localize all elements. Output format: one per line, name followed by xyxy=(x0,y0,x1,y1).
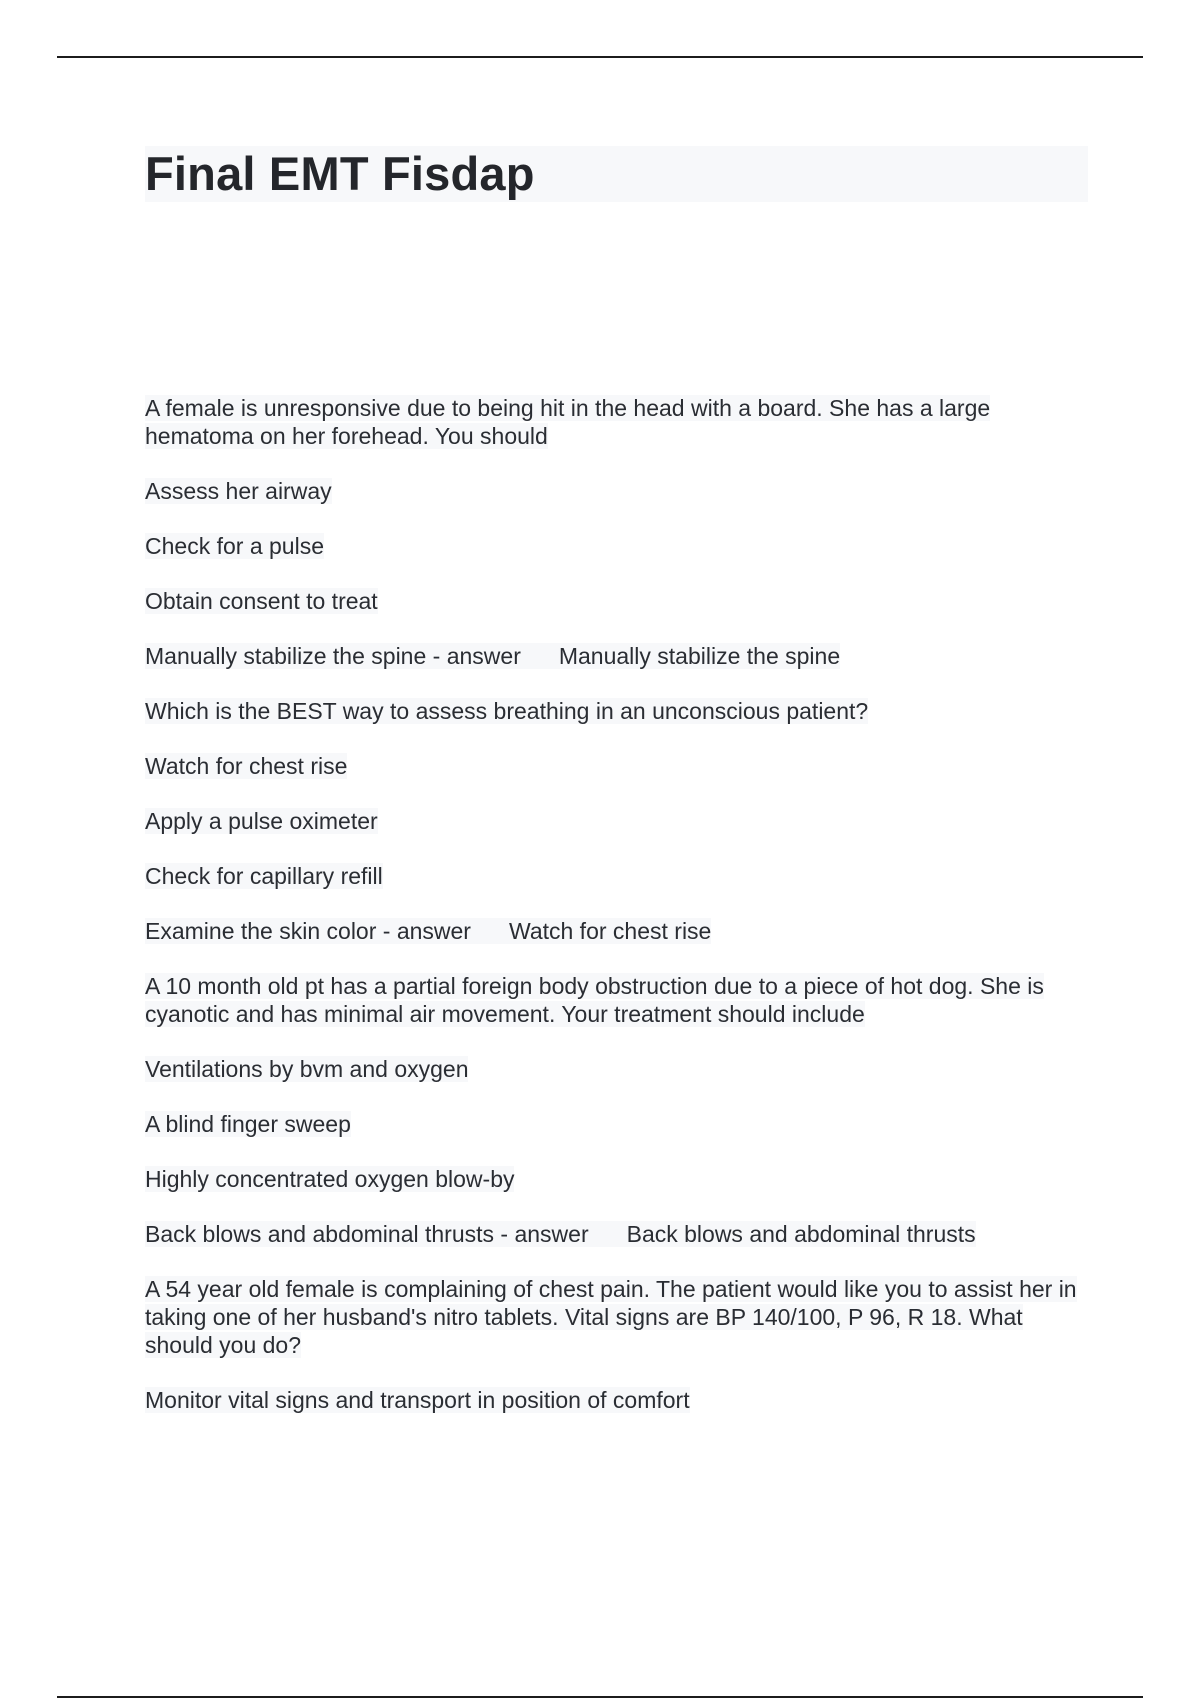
option-item: Ventilations by bvm and oxygen xyxy=(145,1056,469,1082)
option-item: Check for a pulse xyxy=(145,533,324,559)
bottom-rule xyxy=(57,1696,1143,1698)
question-4: A 54 year old female is complaining of chest pain. The patient would like you to assist her in taking one of her husband's nitro tablets. Vital signs are BP 140/100, P 96, R 18. What should you do? xyxy=(145,1276,1077,1358)
question-3: A 10 month old pt has a partial foreign body obstruction due to a piece of hot dog. She is cyanotic and has minimal air movement. Your treatment should include xyxy=(145,973,1044,1027)
option-item: Assess her airway xyxy=(145,478,332,504)
option-item: Monitor vital signs and transport in position of comfort xyxy=(145,1387,690,1413)
option-item: Obtain consent to treat xyxy=(145,588,378,614)
answer-text: Manually stabilize the spine xyxy=(558,643,841,669)
option-item: Apply a pulse oximeter xyxy=(145,808,378,834)
answer-line-2: Examine the skin color - answer Watch for chest rise xyxy=(145,918,712,944)
option-item: Highly concentrated oxygen blow-by xyxy=(145,1166,515,1192)
option-item: Check for capillary refill xyxy=(145,863,383,889)
option-item: A blind finger sweep xyxy=(145,1111,351,1137)
top-rule xyxy=(57,56,1143,58)
answer-text: Back blows and abdominal thrusts xyxy=(626,1221,976,1247)
page-title: Final EMT Fisdap xyxy=(145,147,535,200)
question-1: A female is unresponsive due to being hit in the head with a board. She has a large hematoma on her forehead. You should xyxy=(145,395,991,449)
document-body xyxy=(145,394,1095,1441)
answer-line-3: Back blows and abdominal thrusts - answer Back blows and abdominal thrusts xyxy=(145,1221,976,1247)
option-item: Watch for chest rise xyxy=(145,753,348,779)
answer-text: Watch for chest rise xyxy=(508,918,712,944)
question-2: Which is the BEST way to assess breathing in an unconscious patient? xyxy=(145,698,869,724)
answer-line-1: Manually stabilize the spine - answer Manually stabilize the spine xyxy=(145,643,841,669)
